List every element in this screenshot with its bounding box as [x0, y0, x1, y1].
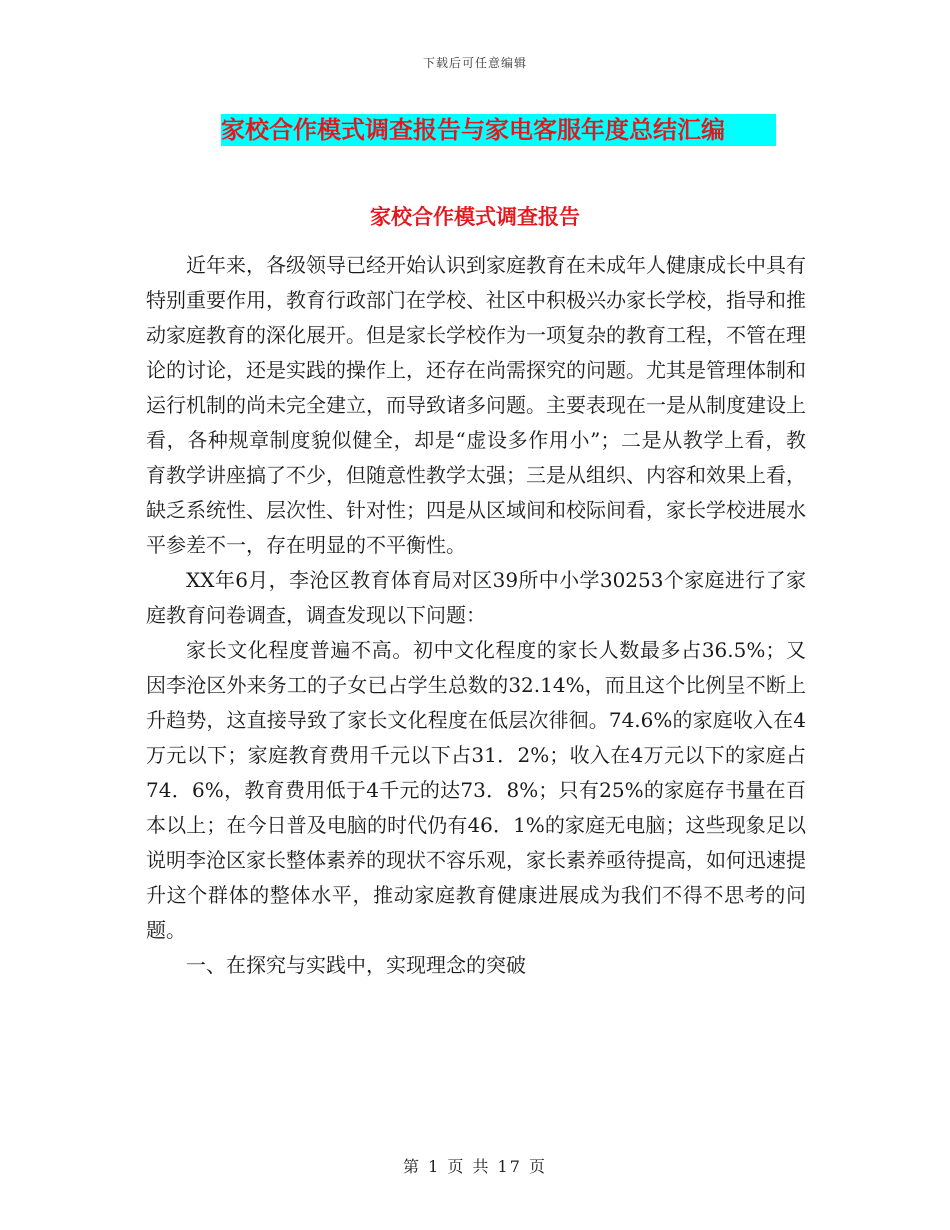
page-header-note: 下载后可任意编辑 [422, 56, 527, 70]
document-body [146, 248, 806, 983]
paragraph: 近年来，各级领导已经开始认识到家庭教育在未成年人健康成长中具有特别重要作用，教育行政部门在学校、社区中积极兴办家长学校，指导和推动家庭教育的深化展开。但是家长学校作为一项复杂的教育工程，不管在理论的讨论，还是实践的操作上，还存在尚需探究的问题。尤其是管理体制和运行机制的尚未完全建立，而导致诸多问题。主要表现在一是从制度建设上看，各种规章制度貌似健全，却是“虚设多作用小”；二是从教学上看，教育教学讲座搞了不少，但随意性教学太强；三是从组织、内容和效果上看，缺乏系统性、层次性、针对性；四是从区域间和校际间看，家长学校进展水平参差不一，存在明显的不平衡性。 [146, 253, 806, 557]
section-title: 家校合作模式调查报告 [370, 204, 580, 229]
document-title-highlight [221, 114, 776, 146]
paragraph: 家长文化程度普遍不高。初中文化程度的家长人数最多占36.5%；又因李沧区外来务工的子女已占学生总数的32.14%，而且这个比例呈不断上升趋势，这直接导致了家长文化程度在低层次徘徊。74.6%的家庭收入在4万元以下；家庭教育费用千元以下占31．2%；收入在4万元以下的家庭占74．6%，教育费用低于4千元的达73．8%；只有25%的家庭存书量在百本以上；在今日普及电脑的时代仍有46．1%的家庭无电脑；这些现象足以说明李沧区家长整体素养的现状不容乐观，家长素养亟待提高，如何迅速提升这个群体的整体水平，推动家庭教育健康进展成为我们不得不思考的问题。 [146, 638, 806, 942]
paragraph: XX年6月，李沧区教育体育局对区39所中小学30253个家庭进行了家庭教育问卷调查，调查发现以下问题： [146, 568, 806, 627]
section-heading-paragraph: 一、在探究与实践中，实现理念的突破 [186, 953, 526, 977]
document-title: 家校合作模式调查报告与家电客服年度总结汇编 [221, 115, 725, 144]
page-number-footer: 第 1 页 共 17 页 [403, 1157, 547, 1176]
